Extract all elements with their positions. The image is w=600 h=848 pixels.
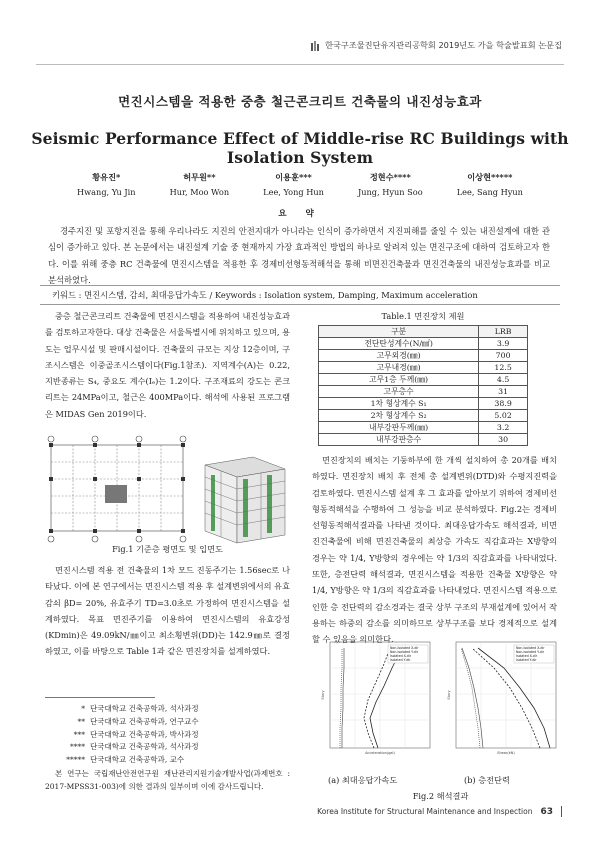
author-name-ko: 정현수**** (369, 172, 411, 182)
figure-2a-caption: (a) 최대응답가속도 (328, 775, 398, 785)
footnote (55, 754, 199, 767)
table-cell: LRB (479, 326, 528, 338)
table-cell: 고무외경(㎜) (319, 350, 479, 362)
acknowledgement: 본 연구는 국립재난안전연구원 재난관리지원기술개발사업(과제번호 : 2017-MPSS31-003)에 의한 결과의 일부이며 이에 감사드립니다. (45, 769, 290, 791)
legend-label: Isolated X-dir (390, 654, 412, 658)
page-footer (317, 806, 562, 817)
x-axis-label: Acceleration(gal) (365, 751, 395, 755)
footnote (55, 741, 199, 754)
isolation-design-paragraph: 면진시스템 적용 전 건축물의 1차 모드 진동주기는 1.56sec로 나타났다. 이에 본 연구에서는 면진시스템 적용 후 설계변위에서의 유효감쇠 βD= 20%, 유효주기 TD=3.0초로 가정하여 면진시스템을 설계하였다. 목표 면진주기를 이용하여 면진시스템의 유효강성(KDmin)은 49.09kN/㎜이고 최소횡변위(DD)는 142.9㎜로 결정하였고, 이를 바탕으로 Table 1과 같은 면진장치를 설계하였다. (45, 565, 290, 657)
footnote (55, 703, 199, 716)
table-row (319, 398, 528, 410)
figure-1-plan-elevation (45, 430, 290, 552)
keywords: 키워드 : 면진시스템, 감쇠, 최대응답가속도 / Keywords : Isolation system, Damping, Maximum acceleration (40, 285, 560, 305)
table-cell: 고무층수 (319, 386, 479, 398)
series-line (342, 648, 344, 748)
table-cell: 고무1층 두께(㎜) (319, 374, 479, 386)
footnote-rule (45, 697, 155, 698)
society-logo-icon (311, 41, 321, 51)
y-axis-label: Story (447, 690, 451, 700)
footnote (55, 716, 199, 729)
legend-label: Isolated Y-dir (390, 658, 411, 662)
author (77, 172, 136, 197)
legend (514, 645, 554, 663)
header-text: 한국구조물진단유지관리공학회 2019년도 가을 학술발표회 논문집 (325, 40, 562, 50)
table-cell: 38.9 (479, 398, 528, 410)
table-cell: 30 (479, 434, 528, 446)
table-cell: 내부강판두께(㎜) (319, 422, 479, 434)
page-number: 63 (540, 806, 553, 817)
footnote-mark: * (81, 704, 85, 713)
table-cell: 전단탄성계수(N/㎟) (319, 338, 479, 350)
legend-label: Isolated X-dir (516, 654, 538, 658)
author-name-en: Hwang, Yu Jin (77, 187, 136, 197)
footnote-mark: *** (73, 729, 85, 739)
footnote-text: 단국대학교 건축공학과, 연구교수 (90, 716, 199, 726)
table-row (319, 362, 528, 374)
table-cell: 3.9 (479, 338, 528, 350)
plot-a-acceleration (321, 642, 430, 755)
footnote-mark: ** (77, 716, 85, 726)
footer-journal: Korea Institute for Structural Maintenance and Inspection (317, 807, 533, 816)
x-axis-label: Shear(kN) (497, 751, 515, 755)
floor-plan-drawing (48, 436, 186, 542)
figure-2-analysis-results (318, 638, 563, 763)
figure-2-caption: Fig.2 해석결과 (412, 791, 469, 801)
legend-label: Non-Isolated X-dir (390, 646, 419, 650)
table-header-row (319, 326, 528, 338)
author (170, 172, 230, 197)
table-row (319, 350, 528, 362)
author-name-en: Lee, Sang Hyun (456, 187, 523, 197)
footnote-text: 단국대학교 건축공학과, 석사과정 (90, 704, 199, 713)
abstract-body: 경주지진 및 포항지진을 통해 우리나라도 지진의 안전지대가 아니라는 인식이 증가하면서 지진피해를 줄일 수 있는 내진설계에 대한 관심이 증가하고 있다. 본 논문에서는 내진설계 기술 중 현재까지 가장 효과적인 방법의 하나로 알려져 있는 면진구조에 대하여 검토하고자 한다. 이를 위해 중층 RC 건축물에 면진시스템을 적용한 후 경제비선형동적해석을 통해 비면진건축물과 면진건축물의 내진성능효과를 비교 분석하였다. (48, 226, 550, 286)
series-line (461, 648, 480, 748)
footer-divider (561, 806, 562, 817)
table-cell: 2차 형상계수 S₂ (319, 410, 479, 422)
table-cell: 31 (479, 386, 528, 398)
footnote-mark: **** (70, 742, 85, 752)
table-cell: 구분 (319, 326, 479, 338)
table-row (319, 338, 528, 350)
right-column-text (312, 452, 557, 648)
legend-label: Non-Isolated X-dir (516, 646, 545, 650)
analysis-paragraph: 면진장치의 배치는 기둥하부에 한 개씩 설치하여 총 20개를 배치하였다. 면진장치 배치 후 전체 총 설계변위(DTD)와 수평지진력을 검토하였다. 면진시스템 설계 후 그 효과를 알아보기 위하여 경제비선형동적해석을 수행하여 그 성능을 비교 분석하였다. Fig.2는 경제비선형동적해석결과를 나타낸 것이다. 최대응답가속도 해석결과, 비면진건축물에 비해 면진건축물의 최상층 가속도 직감효과는 X방향의 경우는 약 1/4, Y방향의 경우에는 약 1/3의 직감효과를 나타내었다. 또한, 층전단력 해석결과, 면진시스템을 적용한 건축물 X방향은 약 1/4, Y방향은 약 1/3의 직감효과를 나타내었다. 면진시스템 적용으로 인한 층 전단력의 감소경과는 결국 상부 구조의 부재설계에 있어서 작용하는 하중의 감소를 의미하므로 상부구조를 보다 경제적으로 설계할 수 있음을 의미한다. (312, 455, 558, 645)
figure-2b-caption: (b) 층전단력 (464, 775, 510, 785)
table-row (319, 422, 528, 434)
title-korean: 면진시스템을 적용한 중층 철근콘크리트 건축물의 내진성능효과 (118, 94, 482, 109)
table-cell: 고무내경(㎜) (319, 362, 479, 374)
footnote-text: 단국대학교 건축공학과, 박사과정 (90, 729, 199, 739)
author-name-en: Lee, Yong Hun (263, 187, 324, 197)
author (263, 172, 324, 197)
author (358, 172, 423, 197)
footnote-mark: ***** (66, 755, 85, 765)
table-cell: 4.5 (479, 374, 528, 386)
3d-elevation-drawing (205, 457, 285, 543)
author (457, 172, 523, 197)
table-1-caption: Table.1 면진장치 제원 (381, 311, 465, 321)
left-column-top (45, 308, 290, 422)
legend-label: Isolated Y-dir (516, 658, 537, 662)
author-list (60, 172, 540, 197)
table-cell: 내부강판층수 (319, 434, 479, 446)
author-name-en: Jung, Hyun Soo (357, 187, 423, 197)
y-axis-label: Story (321, 690, 325, 700)
left-column-bottom (45, 562, 290, 660)
footnote-text: 단국대학교 건축공학과, 교수 (90, 755, 185, 765)
series-line (364, 648, 390, 748)
footnotes (55, 703, 199, 767)
plot-b-shear (447, 642, 556, 755)
table-row (319, 434, 528, 446)
table-cell: 3.2 (479, 422, 528, 434)
legend (388, 645, 428, 663)
legend-label: Non-Isolated Y-dir (516, 650, 545, 654)
table-cell: 700 (479, 350, 528, 362)
footnote (55, 729, 199, 742)
author-name-ko: 이상현***** (467, 172, 513, 182)
table-cell: 1차 형상계수 S₁ (319, 398, 479, 410)
title-english: Seismic Performance Effect of Middle-rise RC Buildings with Isolation System (31, 129, 569, 167)
author-name-en: Hur, Moo Won (169, 187, 230, 197)
table-cell: 5.02 (479, 410, 528, 422)
author-name-ko: 허무원** (183, 172, 216, 182)
figure-1-caption: Fig.1 기준층 평면도 및 입면도 (112, 544, 223, 554)
table-1-isolator-specs (318, 325, 528, 446)
footnote-text: 단국대학교 건축공학과, 석사과정 (90, 742, 199, 752)
header-rule (36, 64, 564, 65)
abstract-heading: 요 약 (278, 209, 322, 219)
table-row (319, 374, 528, 386)
table-row (319, 410, 528, 422)
running-header (311, 40, 562, 51)
legend-label: Non-Isolated Y-dir (390, 650, 419, 654)
table-row (319, 386, 528, 398)
table-cell: 12.5 (479, 362, 528, 374)
intro-paragraph: 중층 철근콘크리트 건축물에 면진시스템을 적용하여 내진성능효과를 검토하고자한다. 대상 건축물은 서울특별시에 위치하고 있으며, 용도는 업무시설 및 판매시설이다. 건축물의 규모는 지상 12층이며, 구조시스템은 이중골조시스템이다(Fig.1참조). 지역계수(A)는 0.22, 지반종류는 S₄, 중요도 계수(Iₑ)는 1.2이다. 구조재료의 강도는 콘크리트는 24MPa이고, 철근은 400MPa이다. 해석에 사용된 프로그램은 MIDAS Gen 2019이다. (45, 311, 290, 419)
author-name-ko: 이용훈*** (275, 172, 312, 182)
author-name-ko: 황유진* (92, 172, 121, 182)
